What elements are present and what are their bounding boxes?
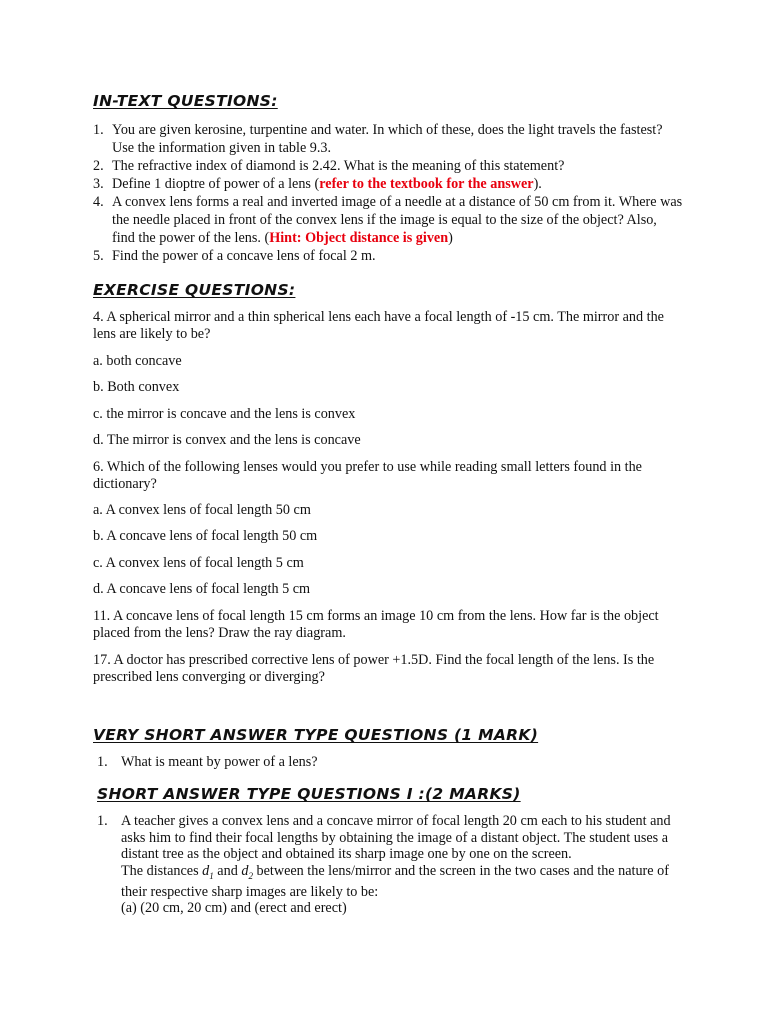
list-item	[93, 193, 683, 247]
math-d1	[202, 863, 214, 879]
exercise-q4: 4. A spherical mirror and a thin spherical lens each have a focal length of -15 cm. The mirror and the lens are likely to be?	[93, 309, 664, 342]
text-fragment: between the lens/mirror and the screen in the two cases and the nature of their respective sharp images are likely to be:	[121, 862, 669, 900]
item-text: ).	[533, 176, 542, 192]
item-text: Define 1 dioptre of power of a lens (	[112, 176, 320, 192]
exercise-heading: EXERCISE QUESTIONS:	[93, 281, 296, 299]
q4-option-b: b. Both convex	[93, 379, 180, 395]
math-base: d	[202, 862, 210, 879]
q6-option-b: b. A concave lens of focal length 50 cm	[93, 528, 318, 544]
item-number: 3.	[93, 176, 104, 192]
item-text: A convex lens forms a real and inverted image of a needle at a distance of 50 cm from it. Where was the needle placed in front of the convex lens if the image is equal to the size of the object? Also, find the power of the lens. (	[112, 194, 683, 246]
very-short-heading: VERY SHORT ANSWER TYPE QUESTIONS (1 MARK)	[93, 726, 539, 744]
item-text: The refractive index of diamond is 2.42. What is the meaning of this statement?	[112, 158, 565, 174]
q6-option-a: a. A convex lens of focal length 50 cm	[93, 502, 311, 518]
item-number: 1.	[97, 813, 108, 829]
item-number: 1.	[93, 122, 104, 138]
math-d2	[241, 863, 253, 879]
q4-option-d: d. The mirror is convex and the lens is concave	[93, 432, 361, 448]
q4-option-c: c. the mirror is concave and the lens is convex	[93, 406, 356, 422]
exercise-q11: 11. A concave lens of focal length 15 cm forms an image 10 cm from the lens. How far is the object placed from the lens? Draw the ray diagram.	[93, 608, 659, 641]
item-text: Find the power of a concave lens of focal 2 m.	[112, 248, 376, 264]
item-number: 4.	[93, 194, 104, 210]
exercise-q6: 6. Which of the following lenses would you prefer to use while reading small letters found in the dictionary?	[93, 459, 642, 492]
short-answer-list	[97, 813, 677, 917]
item-number: 2.	[93, 158, 104, 174]
list-item	[93, 121, 683, 157]
in-text-heading: IN-TEXT QUESTIONS:	[93, 92, 278, 110]
hint-text: Hint: Object distance is given	[269, 230, 449, 246]
hint-text: refer to the textbook for the answer	[319, 176, 534, 192]
exercise-q17: 17. A doctor has prescribed corrective lens of power +1.5D. Find the focal length of the lens. Is the prescribed lens converging or diverging?	[93, 652, 655, 685]
math-base: d	[241, 862, 249, 879]
item-text: )	[448, 230, 453, 246]
option-a: (a) (20 cm, 20 cm) and (erect and erect)	[121, 900, 347, 917]
very-short-list	[97, 753, 677, 771]
item-text-line2	[121, 863, 677, 901]
math-subscript: 2	[248, 870, 253, 881]
short-answer-heading: SHORT ANSWER TYPE QUESTIONS I :(2 MARKS)	[97, 785, 521, 803]
q6-option-c: c. A convex lens of focal length 5 cm	[93, 555, 304, 571]
q6-option-d: d. A concave lens of focal length 5 cm	[93, 581, 311, 597]
item-text: You are given kerosine, turpentine and water. In which of these, does the light travels the fastest? Use the information given in table 9.3.	[112, 122, 663, 156]
item-text: What is meant by power of a lens?	[121, 754, 318, 770]
text-fragment: The distances	[121, 862, 203, 879]
item-number: 1.	[97, 754, 108, 770]
list-item	[97, 753, 677, 771]
q4-option-a: a. both concave	[93, 353, 182, 369]
item-text: A teacher gives a convex lens and a concave mirror of focal length 20 cm each to his student and asks him to find their focal lengths by obtaining the image of a distant object. The student uses a distant tree as the object and obtained its sharp image one by one on the screen.	[121, 813, 671, 862]
list-item	[97, 813, 677, 917]
text-fragment: and	[213, 862, 242, 879]
list-item	[93, 247, 683, 265]
math-subscript: 1	[209, 870, 214, 881]
list-item	[93, 157, 683, 175]
in-text-list	[93, 121, 683, 265]
item-number: 5.	[93, 248, 104, 264]
list-item	[93, 175, 683, 193]
